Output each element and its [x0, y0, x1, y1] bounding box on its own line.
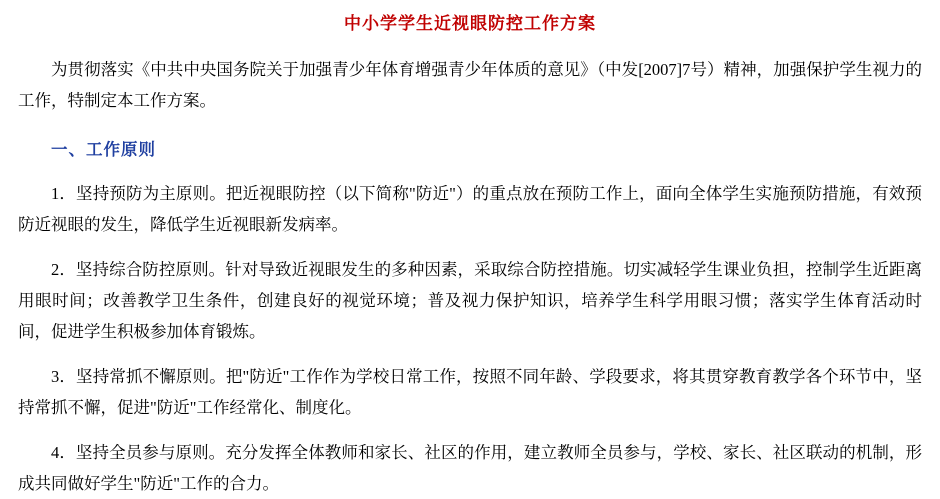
principle-paragraph-2: 2．坚持综合防控原则。针对导致近视眼发生的多种因素，采取综合防控措施。切实减轻学生课业负担，控制学生近距离用眼时间；改善教学卫生条件，创建良好的视觉环境；普及视力保护知识，培养学生科学用眼习惯；落实学生体育活动时间，促进学生积极参加体育锻炼。	[18, 260, 922, 341]
document-title: 中小学学生近视眼防控工作方案	[344, 14, 596, 33]
principle-paragraph-4: 4．坚持全员参与原则。充分发挥全体教师和家长、社区的作用，建立教师全员参与，学校、家长、社区联动的机制，形成共同做好学生"防近"工作的合力。	[18, 443, 922, 493]
intro-paragraph: 为贯彻落实《中共中央国务院关于加强青少年体育增强青少年体质的意见》（中发[2007]7号）精神，加强保护学生视力的工作，特制定本工作方案。	[18, 60, 922, 110]
section-heading-work-principles: 一、工作原则	[51, 141, 156, 159]
principle-paragraph-1: 1．坚持预防为主原则。把近视眼防控（以下简称"防近"）的重点放在预防工作上，面向全体学生实施预防措施，有效预防近视眼的发生，降低学生近视眼新发病率。	[18, 184, 922, 234]
principle-paragraph-3: 3．坚持常抓不懈原则。把"防近"工作作为学校日常工作，按照不同年龄、学段要求，将其贯穿教育教学各个环节中，坚持常抓不懈，促进"防近"工作经常化、制度化。	[18, 367, 922, 417]
document-page	[0, 12, 940, 499]
